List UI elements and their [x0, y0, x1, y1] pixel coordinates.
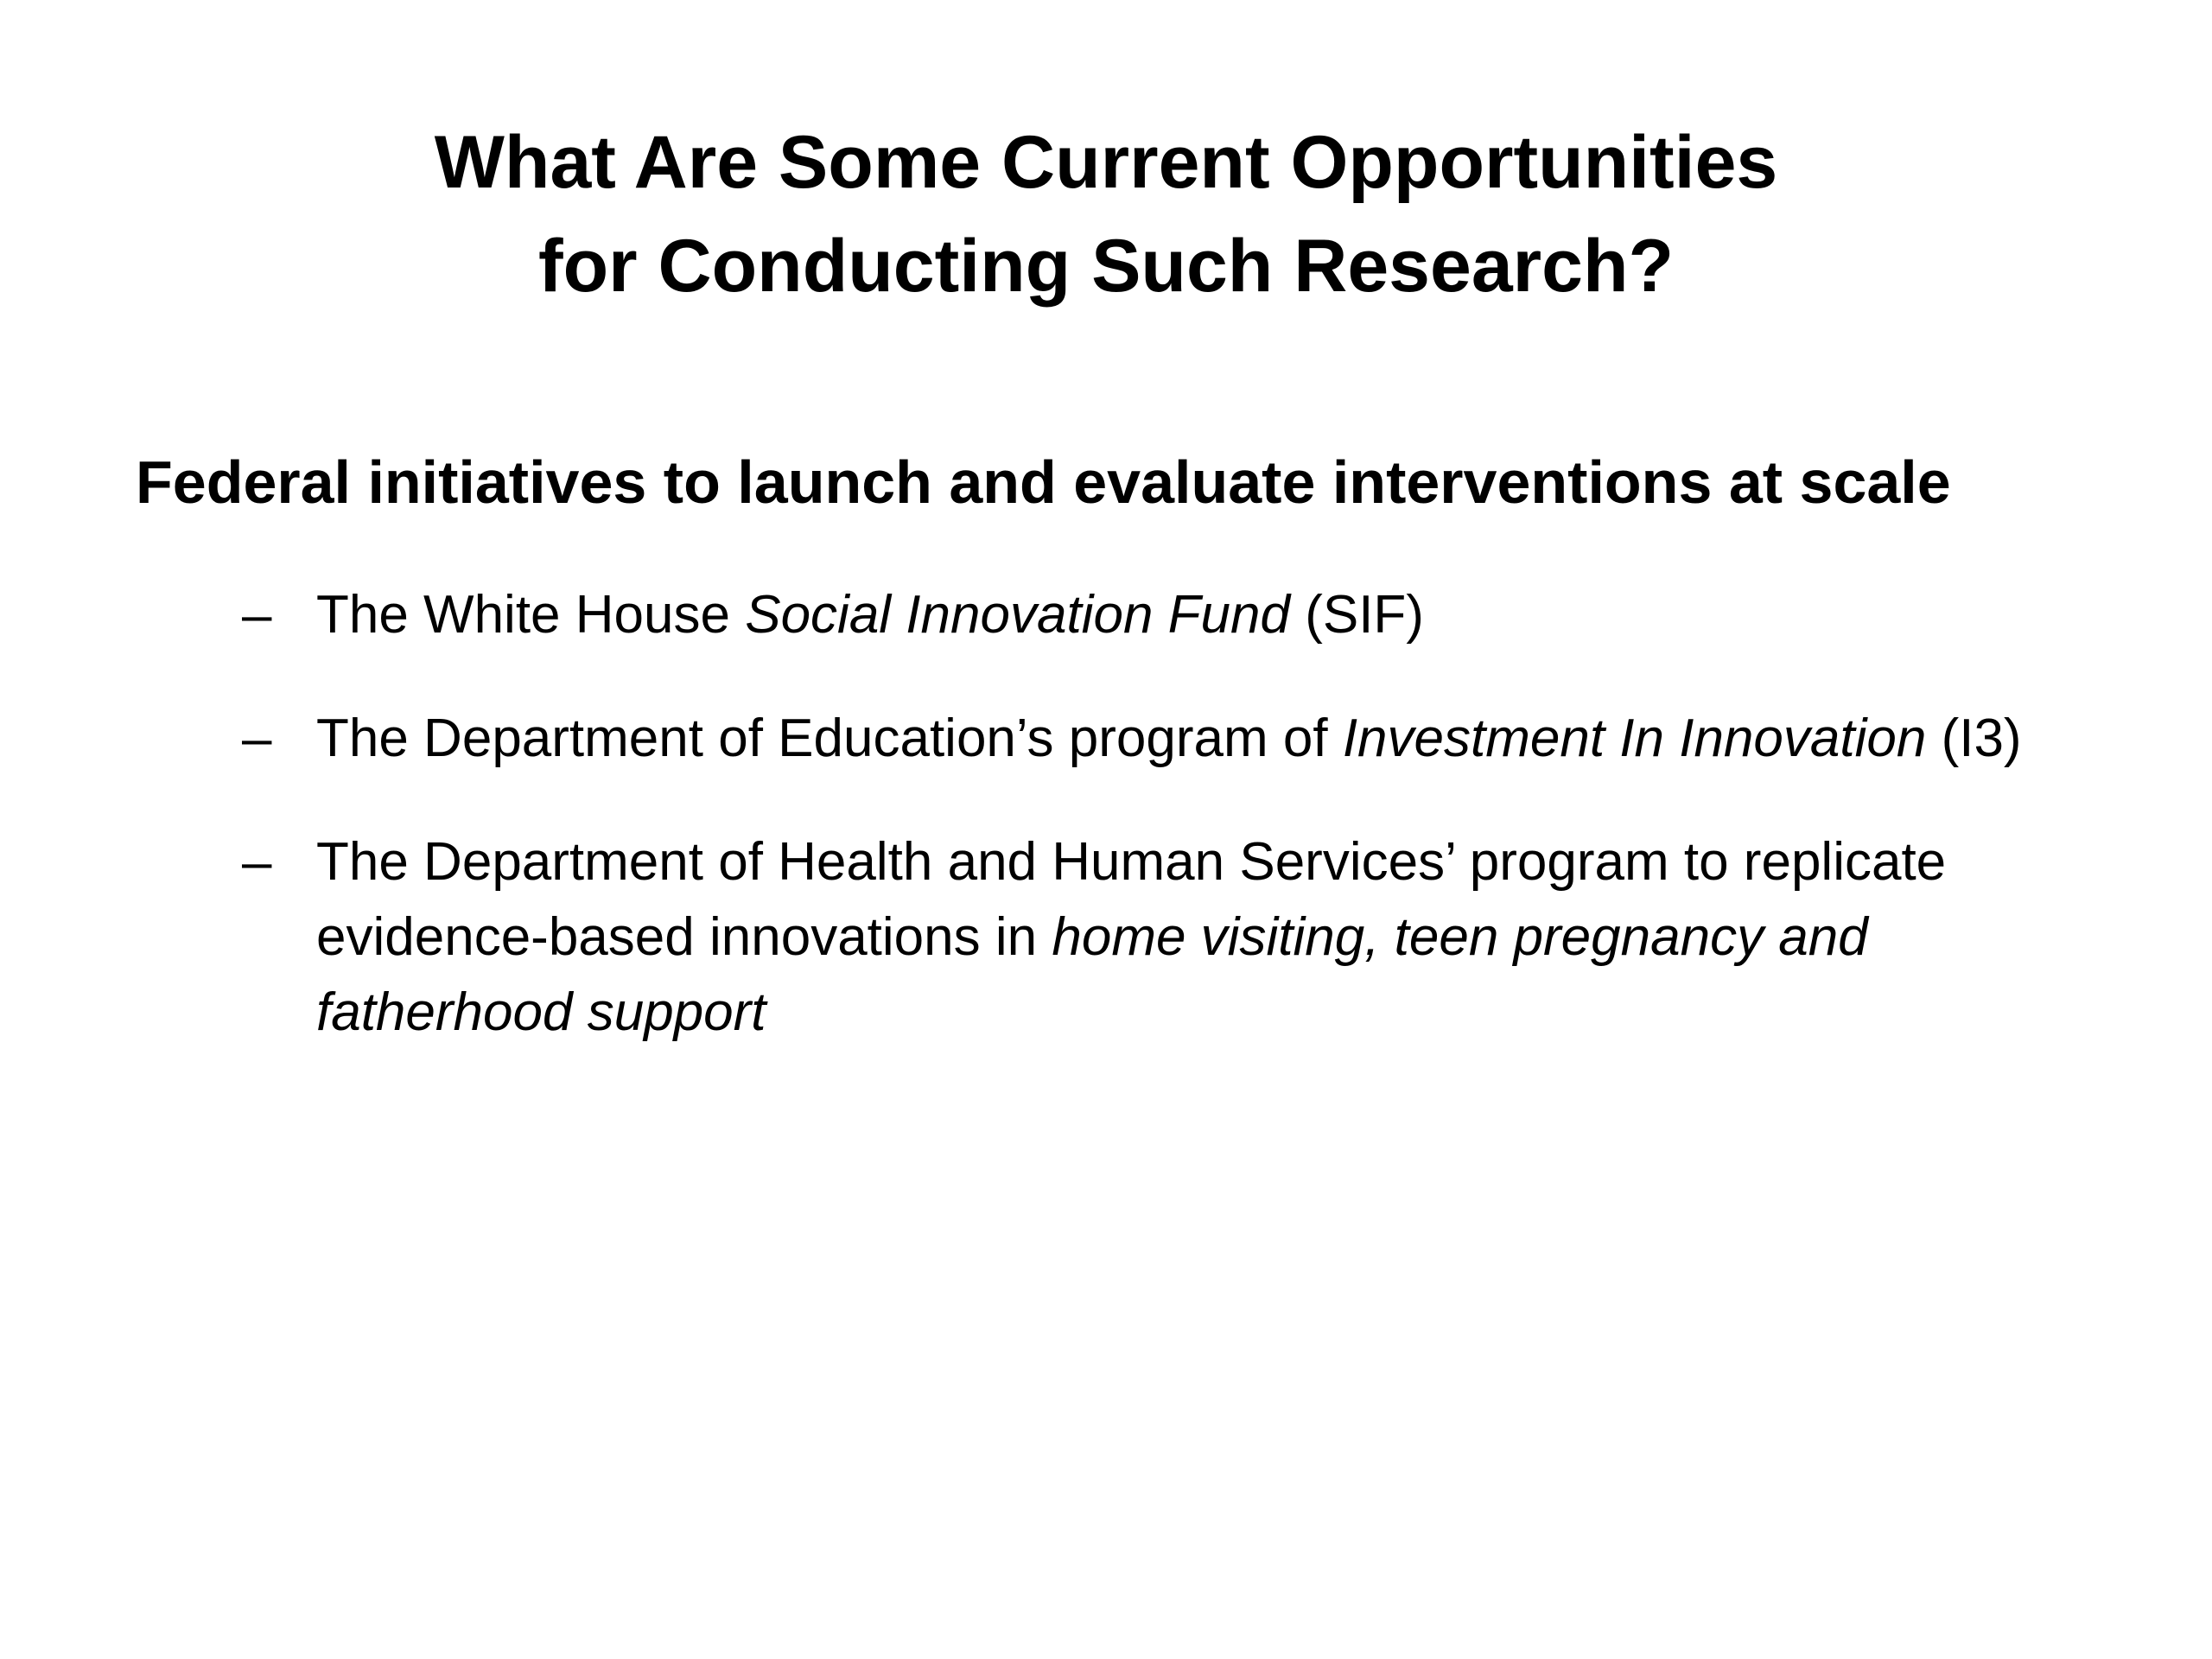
bullet-text	[316, 709, 2022, 768]
bullet-text-plain: The Department of Education’s program of	[316, 709, 1343, 768]
bullet-text-italic: home visiting, teen pregnancy and fatherhood support	[316, 907, 1868, 1042]
slide-title	[0, 111, 2212, 318]
bullet-text-plain: The Department of Health and Human Services’ program to replicate evidence-based innovations in	[316, 832, 1947, 967]
bullet-text-italic: Investment In Innovation	[1342, 709, 1927, 768]
bullet-text-suffix: (I3)	[1926, 709, 2022, 768]
bullet-item-hhs	[242, 824, 2108, 1050]
bullet-text-suffix: (SIF)	[1289, 585, 1424, 645]
bullet-dash-icon: –	[242, 832, 272, 892]
slide-title-line-2: for Conducting Such Research?	[537, 225, 1675, 308]
slide-title-line-1: What Are Some Current Opportunities	[434, 121, 1778, 204]
bullet-dash-icon: –	[242, 585, 272, 645]
bullet-list	[242, 577, 2108, 1050]
slide-subheading: Federal initiatives to launch and evaluate interventions at scale	[136, 448, 1951, 516]
bullet-text-plain: The White House	[316, 585, 746, 645]
bullet-dash-icon: –	[242, 709, 272, 768]
bullet-text-italic: Social Innovation Fund	[745, 585, 1290, 645]
bullet-text	[316, 832, 1946, 1042]
bullet-item-sif	[242, 577, 2108, 652]
bullet-text	[316, 585, 1424, 645]
bullet-item-i3	[242, 701, 2108, 776]
